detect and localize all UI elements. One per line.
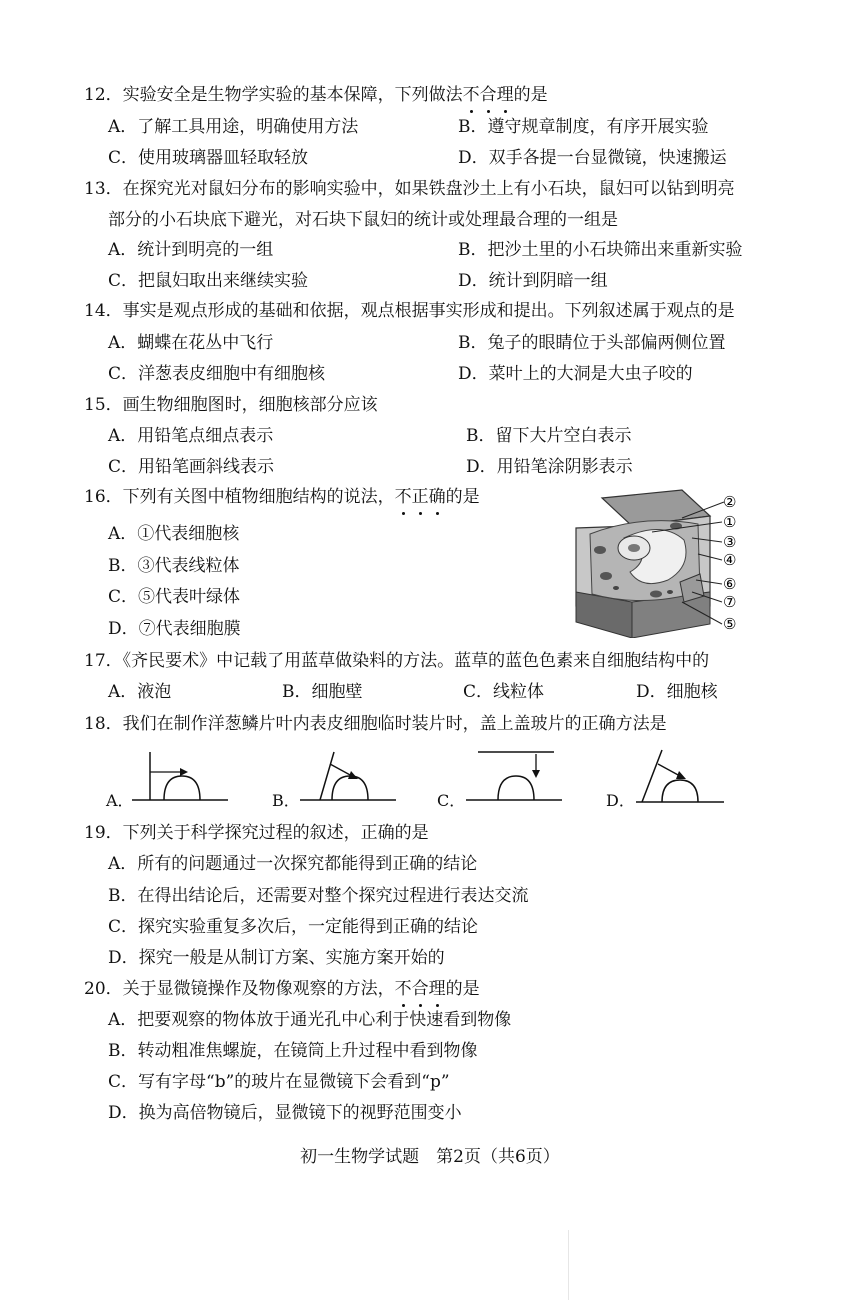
q14-option-d: D．菜叶上的大洞是大虫子咬的 [458,364,693,384]
cell-label: ① [723,513,737,531]
q15-option-d: D．用铅笔涂阴影表示 [466,457,633,477]
q20-option-c: C．写有字母“b”的玻片在显微镜下会看到“p” [108,1072,450,1092]
question-12-stem: 12．实验安全是生物学实验的基本保障，下列做法不合理的是 [84,85,548,105]
cell-label: ② [723,493,737,511]
q19-option-d: D．探究一般是从制订方案、实施方案开始的 [108,948,445,968]
question-16-stem: 16．下列有关图中植物细胞结构的说法，不正确的是 [84,487,480,507]
q12-option-c: C．使用玻璃器皿轻取轻放 [108,148,309,168]
q17-option-a: A．液泡 [108,682,172,702]
question-14-stem: 14．事实是观点形成的基础和依据，观点根据事实形成和提出。下列叙述属于观点的是 [84,301,735,321]
cell-label: ④ [723,551,737,569]
q19-option-a: A．所有的问题通过一次探究都能得到正确的结论 [108,854,478,874]
q18-option-d-label: D． [606,791,635,810]
q15-option-a: A．用铅笔点细点表示 [108,426,274,446]
q15-option-b: B．留下大片空白表示 [466,426,632,446]
emphasis-char: 不 [462,85,480,105]
q16-option-c: C．⑤代表叶绿体 [108,587,241,607]
q18-option-b-label: B． [272,791,300,810]
coverslip-figure-d [632,748,736,806]
q15-option-c: C．用铅笔画斜线表示 [108,457,275,477]
cell-label: ⑥ [723,575,737,593]
q19-option-b: B．在得出结论后，还需要对整个探究过程进行表达交流 [108,886,529,906]
q18-option-a-label: A． [106,791,134,810]
cell-label: ⑤ [723,615,737,633]
q19-option-c: C．探究实验重复多次后，一定能得到正确的结论 [108,917,479,937]
question-13-stem-line1: 13．在探究光对鼠妇分布的影响实验中，如果铁盘沙土上有小石块，鼠妇可以钻到明亮 [84,179,735,199]
emphasis-char: 合 [411,979,429,999]
question-19-stem: 19．下列关于科学探究过程的叙述，正确的是 [84,823,429,843]
q17-option-c: C．线粒体 [463,682,545,702]
q14-option-a: A．蝴蝶在花丛中飞行 [108,333,274,353]
q20-option-d: D．换为高倍物镜后，显微镜下的视野范围变小 [108,1103,462,1123]
emphasis-char: 理 [428,979,446,999]
q16-option-a: A．①代表细胞核 [108,524,240,544]
coverslip-figure-c [462,748,566,806]
q12-option-a: A．了解工具用途，明确使用方法 [108,117,359,137]
q16-option-b: B．③代表线粒体 [108,556,240,576]
q12-option-b: B．遵守规章制度，有序开展实验 [458,117,709,137]
q20-option-b: B．转动粗准焦螺旋，在镜筒上升过程中看到物像 [108,1041,478,1061]
scan-divider [568,1230,569,1300]
q14-option-c: C．洋葱表皮细胞中有细胞核 [108,364,326,384]
emphasis-char: 合 [479,85,497,105]
q13-option-a: A．统计到明亮的一组 [108,240,274,260]
q13-option-b: B．把沙土里的小石块筛出来重新实验 [458,240,743,260]
question-18-stem: 18．我们在制作洋葱鳞片叶内表皮细胞临时装片时，盖上盖玻片的正确方法是 [84,714,667,734]
q16-option-d: D．⑦代表细胞膜 [108,619,241,639]
cell-label: ③ [723,533,737,551]
q17-option-b: B．细胞壁 [282,682,363,702]
q13-option-d: D．统计到阴暗一组 [458,271,608,291]
page-footer: 初一生物学试题 第2页（共6页） [300,1147,560,1167]
emphasis-char: 不 [394,487,412,507]
question-15-stem: 15．画生物细胞图时，细胞核部分应该 [84,395,378,415]
plant-cell-figure [572,488,752,638]
question-17-stem: 17．《齐民要术》中记载了用蓝草做染料的方法。蓝草的蓝色色素来自细胞结构中的 [84,651,710,671]
question-20-stem: 20．关于显微镜操作及物像观察的方法，不合理的是 [84,979,480,999]
emphasis-char: 正 [411,487,429,507]
q14-option-b: B．兔子的眼睛位于头部偏两侧位置 [458,333,726,353]
emphasis-char: 理 [496,85,514,105]
emphasis-char: 确 [428,487,446,507]
plant-cell-drawing [572,488,752,638]
q18-option-c-label: C． [437,791,466,810]
coverslip-figure-b [296,748,400,806]
question-13-stem-line2: 部分的小石块底下避光，对石块下鼠妇的统计或处理最合理的一组是 [108,210,618,230]
q13-option-c: C．把鼠妇取出来继续实验 [108,271,309,291]
q12-option-d: D．双手各提一台显微镜，快速搬运 [458,148,727,168]
emphasis-char: 不 [394,979,412,999]
q17-option-d: D．细胞核 [636,682,718,702]
q20-option-a: A．把要观察的物体放于通光孔中心利于快速看到物像 [108,1010,512,1030]
cell-label: ⑦ [723,593,737,611]
coverslip-figure-a [128,748,232,806]
